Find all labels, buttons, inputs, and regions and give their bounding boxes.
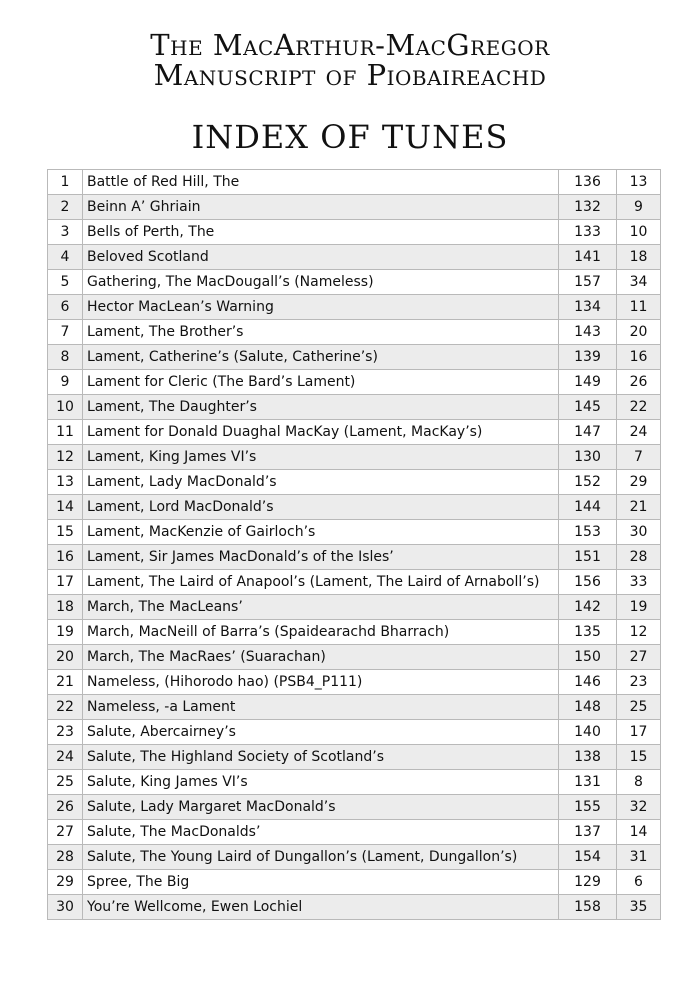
manuscript-number: 16 — [617, 345, 661, 370]
tune-name: Salute, Lady Margaret MacDonald’s — [83, 795, 559, 820]
tune-name: March, MacNeill of Barra’s (Spaidearachd Bharrach) — [83, 620, 559, 645]
page-number: 145 — [559, 395, 617, 420]
manuscript-number: 15 — [617, 745, 661, 770]
tune-name: Salute, The MacDonalds’ — [83, 820, 559, 845]
table-row — [48, 895, 661, 920]
manuscript-number: 22 — [617, 395, 661, 420]
tune-name: Salute, Abercairney’s — [83, 720, 559, 745]
tune-name: Lament for Cleric (The Bard’s Lament) — [83, 370, 559, 395]
tune-number: 8 — [48, 345, 83, 370]
tune-number: 29 — [48, 870, 83, 895]
tune-number: 23 — [48, 720, 83, 745]
page-number: 144 — [559, 495, 617, 520]
tune-number: 15 — [48, 520, 83, 545]
manuscript-number: 33 — [617, 570, 661, 595]
tune-name: Beloved Scotland — [83, 245, 559, 270]
manuscript-number: 34 — [617, 270, 661, 295]
manuscript-number: 6 — [617, 870, 661, 895]
manuscript-number: 31 — [617, 845, 661, 870]
manuscript-number: 18 — [617, 245, 661, 270]
page-number: 158 — [559, 895, 617, 920]
tune-name: Salute, King James VI’s — [83, 770, 559, 795]
manuscript-number: 9 — [617, 195, 661, 220]
page-number: 154 — [559, 845, 617, 870]
tune-number: 6 — [48, 295, 83, 320]
table-row — [48, 220, 661, 245]
tune-name: Lament, The Brother’s — [83, 320, 559, 345]
tune-name: Salute, The Young Laird of Dungallon’s (Lament, Dungallon’s) — [83, 845, 559, 870]
tune-number: 3 — [48, 220, 83, 245]
tune-name: Lament, Lady MacDonald’s — [83, 470, 559, 495]
table-row — [48, 495, 661, 520]
table-row — [48, 520, 661, 545]
tune-number: 20 — [48, 645, 83, 670]
tune-number: 2 — [48, 195, 83, 220]
table-row — [48, 370, 661, 395]
tune-name: Lament, The Daughter’s — [83, 395, 559, 420]
page-number: 136 — [559, 170, 617, 195]
tune-index-body — [48, 170, 661, 920]
tune-index-table — [47, 169, 661, 920]
tune-name: March, The MacRaes’ (Suarachan) — [83, 645, 559, 670]
title-line-1: The MacArthur-MacGregor — [150, 28, 550, 62]
tune-number: 16 — [48, 545, 83, 570]
tune-name: Battle of Red Hill, The — [83, 170, 559, 195]
tune-name: Bells of Perth, The — [83, 220, 559, 245]
table-row — [48, 320, 661, 345]
tune-number: 24 — [48, 745, 83, 770]
tune-number: 27 — [48, 820, 83, 845]
tune-number: 4 — [48, 245, 83, 270]
page-number: 135 — [559, 620, 617, 645]
table-row — [48, 395, 661, 420]
tune-number: 14 — [48, 495, 83, 520]
manuscript-number: 23 — [617, 670, 661, 695]
table-row — [48, 795, 661, 820]
tune-number: 22 — [48, 695, 83, 720]
tune-number: 1 — [48, 170, 83, 195]
page-number: 131 — [559, 770, 617, 795]
manuscript-number: 7 — [617, 445, 661, 470]
tune-name: Lament, King James VI’s — [83, 445, 559, 470]
tune-name: Lament, Catherine’s (Salute, Catherine’s) — [83, 345, 559, 370]
tune-number: 19 — [48, 620, 83, 645]
table-row — [48, 870, 661, 895]
table-row — [48, 595, 661, 620]
page-number: 146 — [559, 670, 617, 695]
tune-number: 9 — [48, 370, 83, 395]
tune-name: Salute, The Highland Society of Scotland’s — [83, 745, 559, 770]
table-row — [48, 620, 661, 645]
table-row — [48, 745, 661, 770]
tune-number: 18 — [48, 595, 83, 620]
manuscript-number: 19 — [617, 595, 661, 620]
tune-number: 7 — [48, 320, 83, 345]
manuscript-number: 21 — [617, 495, 661, 520]
page-number: 149 — [559, 370, 617, 395]
manuscript-number: 35 — [617, 895, 661, 920]
page-number: 141 — [559, 245, 617, 270]
tune-name: Hector MacLean’s Warning — [83, 295, 559, 320]
manuscript-number: 13 — [617, 170, 661, 195]
page-number: 156 — [559, 570, 617, 595]
manuscript-number: 11 — [617, 295, 661, 320]
page-number: 148 — [559, 695, 617, 720]
table-row — [48, 170, 661, 195]
table-row — [48, 195, 661, 220]
tune-name: Gathering, The MacDougall’s (Nameless) — [83, 270, 559, 295]
page-number: 140 — [559, 720, 617, 745]
title-line-2: Manuscript of Piobaireachd — [153, 58, 547, 92]
tune-name: Spree, The Big — [83, 870, 559, 895]
tune-name: March, The MacLeans’ — [83, 595, 559, 620]
page-number: 137 — [559, 820, 617, 845]
page-number: 138 — [559, 745, 617, 770]
manuscript-number: 14 — [617, 820, 661, 845]
tune-name: Beinn A’ Ghriain — [83, 195, 559, 220]
table-row — [48, 295, 661, 320]
table-row — [48, 470, 661, 495]
table-row — [48, 345, 661, 370]
page-number: 150 — [559, 645, 617, 670]
page-number: 152 — [559, 470, 617, 495]
table-row — [48, 245, 661, 270]
tune-name: Nameless, -a Lament — [83, 695, 559, 720]
page-number: 142 — [559, 595, 617, 620]
tune-number: 30 — [48, 895, 83, 920]
table-row — [48, 420, 661, 445]
table-row — [48, 270, 661, 295]
manuscript-number: 25 — [617, 695, 661, 720]
tune-name: Lament, Sir James MacDonald’s of the Isles’ — [83, 545, 559, 570]
manuscript-number: 24 — [617, 420, 661, 445]
tune-name: You’re Wellcome, Ewen Lochiel — [83, 895, 559, 920]
tune-number: 26 — [48, 795, 83, 820]
tune-number: 5 — [48, 270, 83, 295]
tune-name: Lament, Lord MacDonald’s — [83, 495, 559, 520]
manuscript-number: 32 — [617, 795, 661, 820]
manuscript-number: 20 — [617, 320, 661, 345]
page-number: 143 — [559, 320, 617, 345]
manuscript-number: 12 — [617, 620, 661, 645]
table-row — [48, 770, 661, 795]
manuscript-number: 8 — [617, 770, 661, 795]
page-number: 129 — [559, 870, 617, 895]
tune-number: 10 — [48, 395, 83, 420]
table-row — [48, 845, 661, 870]
table-row — [48, 670, 661, 695]
manuscript-number: 26 — [617, 370, 661, 395]
page-number: 155 — [559, 795, 617, 820]
table-row — [48, 445, 661, 470]
page-number: 132 — [559, 195, 617, 220]
tune-number: 21 — [48, 670, 83, 695]
table-row — [48, 720, 661, 745]
manuscript-number: 30 — [617, 520, 661, 545]
page-number: 147 — [559, 420, 617, 445]
tune-number: 13 — [48, 470, 83, 495]
tune-number: 28 — [48, 845, 83, 870]
document-title — [0, 30, 700, 90]
tune-name: Nameless, (Hihorodo hao) (PSB4_P111) — [83, 670, 559, 695]
table-row — [48, 645, 661, 670]
tune-number: 17 — [48, 570, 83, 595]
tune-number: 11 — [48, 420, 83, 445]
manuscript-number: 29 — [617, 470, 661, 495]
table-row — [48, 570, 661, 595]
page-number: 134 — [559, 295, 617, 320]
tune-name: Lament for Donald Duaghal MacKay (Lament, MacKay’s) — [83, 420, 559, 445]
tune-number: 25 — [48, 770, 83, 795]
page-number: 151 — [559, 545, 617, 570]
page-number: 157 — [559, 270, 617, 295]
tune-name: Lament, MacKenzie of Gairloch’s — [83, 520, 559, 545]
manuscript-number: 10 — [617, 220, 661, 245]
table-row — [48, 695, 661, 720]
manuscript-number: 28 — [617, 545, 661, 570]
tune-name: Lament, The Laird of Anapool’s (Lament, The Laird of Arnaboll’s) — [83, 570, 559, 595]
manuscript-number: 27 — [617, 645, 661, 670]
index-heading: INDEX OF TUNES — [191, 118, 509, 156]
page-number: 133 — [559, 220, 617, 245]
manuscript-number: 17 — [617, 720, 661, 745]
table-row — [48, 820, 661, 845]
page-number: 130 — [559, 445, 617, 470]
tune-number: 12 — [48, 445, 83, 470]
page-number: 139 — [559, 345, 617, 370]
table-row — [48, 545, 661, 570]
page-number: 153 — [559, 520, 617, 545]
